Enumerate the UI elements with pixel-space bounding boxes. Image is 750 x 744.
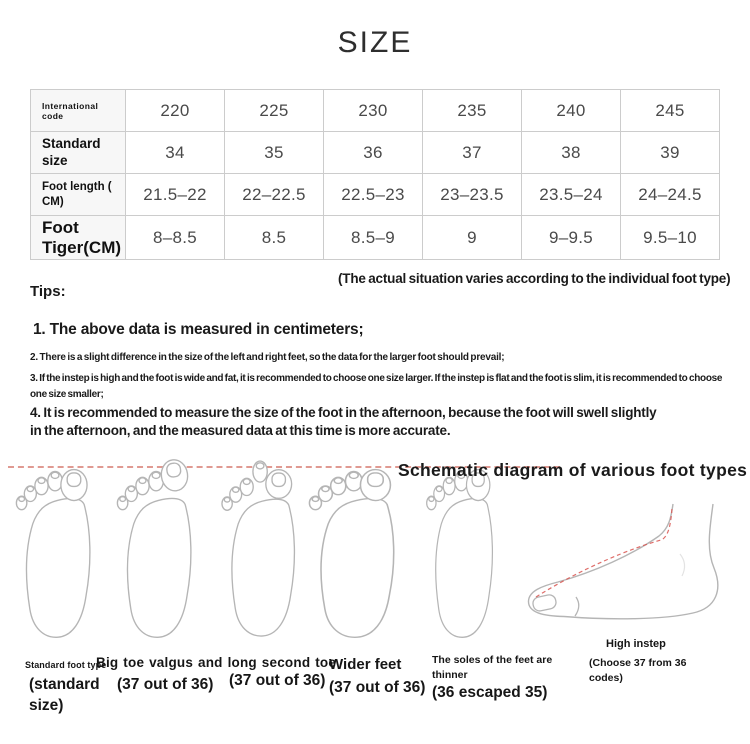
tips-heading: Tips:: [30, 283, 66, 300]
thin-sole-foot-illustration: [424, 454, 502, 644]
table-row-standard-size: [31, 132, 720, 174]
size-cell: 230: [324, 90, 423, 132]
row-header-international-code: International code: [31, 90, 126, 132]
size-cell: 39: [621, 132, 720, 174]
size-cell: 8.5: [225, 216, 324, 260]
size-cell: 9: [423, 216, 522, 260]
long-second-toe-foot-illustration: [219, 454, 305, 644]
table-row-international-code: [31, 90, 720, 132]
tip-note-3: 3. If the instep is high and the foot is wide and fat, it is recommended to choose one size larger. If the instep is flat and the foot is slim, it is recommended to choose one size smaller;: [30, 373, 723, 400]
caption-thin-soles: The soles of the feet are thinner: [432, 654, 553, 682]
size-cell: 24–24.5: [621, 174, 720, 216]
size-table: [30, 89, 720, 260]
size-cell: 245: [621, 90, 720, 132]
row-header-standard-size: Standard size: [31, 132, 126, 174]
caption-high-instep: High instep: [606, 638, 666, 650]
size-cell: 8.5–9: [324, 216, 423, 260]
size-cell: 8–8.5: [126, 216, 225, 260]
row-header-foot-tiger: Foot Tiger(CM): [31, 216, 126, 260]
size-cell: 21.5–22: [126, 174, 225, 216]
caption-big-toe-valgus: Big toe valgus and long second toe: [96, 655, 337, 670]
size-cell: 225: [225, 90, 324, 132]
tip-note-1: 1. The above data is measured in centimeters;: [33, 321, 364, 338]
size-cell: 9.5–10: [621, 216, 720, 260]
size-cell: 35: [225, 132, 324, 174]
size-cell: 37: [423, 132, 522, 174]
size-cell: 9–9.5: [522, 216, 621, 260]
size-cell: 23.5–24: [522, 174, 621, 216]
tips-side-note: (The actual situation varies according to the individual foot type): [338, 271, 731, 286]
size-cell: 22.5–23: [324, 174, 423, 216]
row-header-foot-length: Foot length ( CM): [31, 174, 126, 216]
big-toe-valgus-foot-illustration: [114, 454, 202, 644]
size-cell: 23–23.5: [423, 174, 522, 216]
size-cell: 38: [522, 132, 621, 174]
page-title: SIZE: [337, 26, 413, 59]
caption-high-instep-size: (Choose 37 from 36 codes): [589, 657, 687, 684]
caption-standard-size: (standard size): [29, 676, 100, 714]
table-row-foot-tiger: [31, 216, 720, 260]
size-cell: 240: [522, 90, 621, 132]
standard-foot-illustration: [13, 454, 101, 644]
size-cell: 34: [126, 132, 225, 174]
tip-note-4: 4. It is recommended to measure the size of the foot in the afternoon, because the foot will swell slightly in the afternoon, and the measured data at this time is more accurate.: [30, 405, 657, 439]
caption-wider-feet: Wider feet: [329, 656, 402, 673]
schematic-heading: Schematic diagram of various foot types: [398, 460, 748, 480]
caption-thin-soles-size: (36 escaped 35): [432, 684, 548, 701]
size-cell: 220: [126, 90, 225, 132]
caption-wider-size: (37 out of 36): [329, 679, 426, 696]
high-instep-side-foot-illustration: [520, 502, 735, 624]
table-row-foot-length: [31, 174, 720, 216]
size-cell: 36: [324, 132, 423, 174]
size-cell: 235: [423, 90, 522, 132]
tip-note-2: 2. There is a slight difference in the size of the left and right feet, so the data for the larger foot should prevail;: [30, 352, 505, 363]
size-cell: 22–22.5: [225, 174, 324, 216]
wider-foot-illustration: [306, 454, 406, 644]
caption-standard-foot: Standard foot type: [25, 660, 107, 670]
caption-valgus-size-1: (37 out of 36): [117, 676, 214, 693]
caption-valgus-size-2: (37 out of 36): [229, 672, 326, 689]
